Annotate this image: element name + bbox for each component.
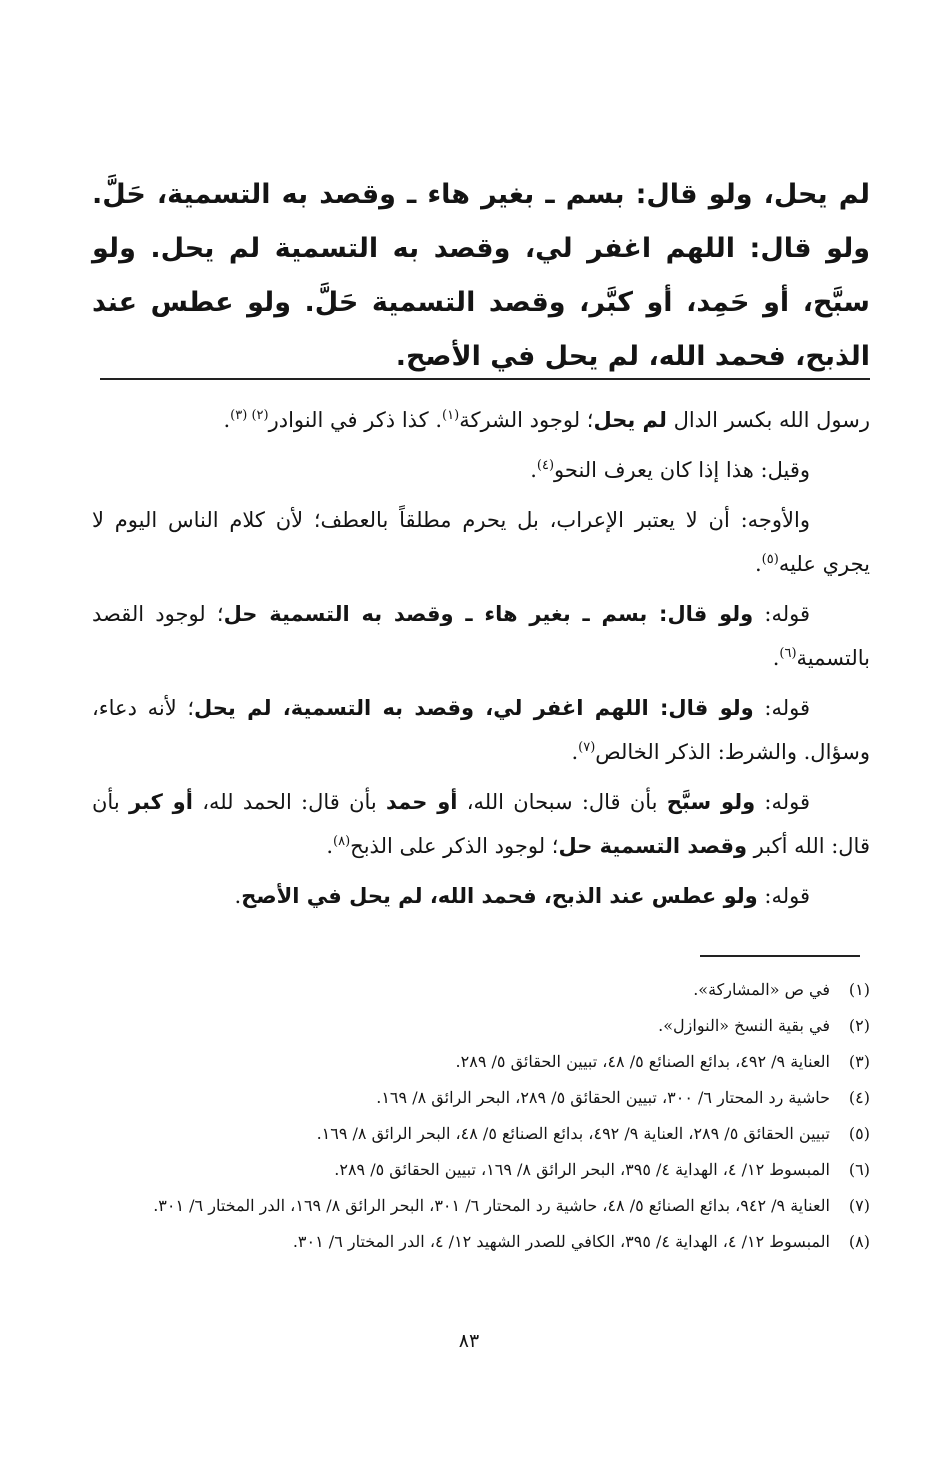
- footnote-number: (٨): [848, 1232, 870, 1251]
- commentary-paragraph-2: وقيل: هذا إذا كان يعرف النحو$^{(٤)}$.: [530, 458, 810, 482]
- commentary-paragraph-3: والأوجه: أن لا يعتبر الإعراب، بل يحرم مطلقاً بالعطف؛ لأن كلام الناس اليوم لا يجري عليه$^{(٥)}$.: [92, 508, 870, 576]
- footnote-ref[interactable]: (١): [442, 408, 460, 423]
- footnote-item: [92, 972, 870, 1008]
- footnote-number: (٢): [848, 1016, 870, 1035]
- commentary-paragraph-1: رسول الله بكسر الدال لم يحل؛ لوجود الشركة$^{(١)}$. كذا ذكر في النوادر$^{(٢) (٣)}$.: [223, 408, 870, 432]
- commentary-paragraph-7: قوله: ولو عطس عند الذبح، فحمد الله، لم يحل في الأصح.: [234, 884, 810, 908]
- footnote-item: [92, 1188, 870, 1224]
- commentary-paragraph-4: قوله: ولو قال: بسم ـ بغير هاء ـ وقصد به التسمية حل؛ لوجود القصد بالتسمية$^{(٦)}$.: [92, 602, 870, 670]
- footnote-number: (٣): [848, 1052, 870, 1071]
- footnote-text: العناية ٩/ ٩٤٢، بدائع الصنائع ٥/ ٤٨، حاشية رد المحتار ٦/ ٣٠١، البحر الرائق ٨/ ١٦٩، الدر المختار ٦/ ٣٠١.: [153, 1196, 830, 1215]
- footnote-ref[interactable]: (٦): [779, 646, 797, 661]
- footnote-item: [92, 1152, 870, 1188]
- footnote-text: تبيين الحقائق ٥/ ٢٨٩، العناية ٩/ ٤٩٢، بدائع الصنائع ٥/ ٤٨، البحر الرائق ٨/ ١٦٩.: [316, 1124, 830, 1143]
- footnote-item: [92, 1008, 870, 1044]
- footnote-text: المبسوط ١٢/ ٤، الهداية ٤/ ٣٩٥، الكافي للصدر الشهيد ١٢/ ٤، الدر المختار ٦/ ٣٠١.: [292, 1232, 830, 1251]
- footnote-text: حاشية رد المحتار ٦/ ٣٠٠، تبيين الحقائق ٥/ ٢٨٩، البحر الرائق ٨/ ١٦٩.: [376, 1088, 830, 1107]
- footnote-text: في بقية النسخ «النوازل».: [658, 1016, 830, 1035]
- main-text: لم يحل، ولو قال: بسم ـ بغير هاء ـ وقصد به التسمية، حَلَّ. ولو قال: اللهم اغفر لي، وقصد به التسمية لم يحل. ولو سبَّح، أو حَمِد، أو كبَّر، وقصد التسمية حَلَّ. ولو عطس عند الذبح، فحمد الله، لم يحل في الأصح.: [92, 179, 870, 372]
- footnote-ref[interactable]: (٧): [578, 740, 596, 755]
- page-number: ٨٣: [458, 1330, 480, 1352]
- footnote-number: (١): [848, 980, 870, 999]
- footnote-ref[interactable]: (٨): [333, 834, 351, 849]
- footnote-ref[interactable]: (٢) (٣): [230, 408, 269, 423]
- footnote-ref[interactable]: (٥): [761, 552, 779, 567]
- footnote-number: (٦): [848, 1160, 870, 1179]
- footnote-number: (٥): [848, 1124, 870, 1143]
- footnote-text: المبسوط ١٢/ ٤، الهداية ٤/ ٣٩٥، البحر الرائق ٨/ ١٦٩، تبيين الحقائق ٥/ ٢٨٩.: [334, 1160, 830, 1179]
- footnote-item: [92, 1116, 870, 1152]
- footnote-text: في ص «المشاركة».: [693, 980, 830, 999]
- footnote-item: [92, 1044, 870, 1080]
- footnote-number: (٤): [848, 1088, 870, 1107]
- footnotes: [92, 972, 870, 1260]
- footnote-item: [92, 1224, 870, 1260]
- footnote-text: العناية ٩/ ٤٩٢، بدائع الصنائع ٥/ ٤٨، تبيين الحقائق ٥/ ٢٨٩.: [455, 1052, 830, 1071]
- footnote-item: [92, 1080, 870, 1116]
- commentary-paragraph-6: قوله: ولو سبَّح بأن قال: سبحان الله، أو حمد بأن قال: الحمد لله، أو كبر بأن قال: الله أكبر وقصد التسمية حل؛ لوجود الذكر على الذبح$^{(٨)}$.: [92, 790, 870, 858]
- footnote-number: (٧): [848, 1196, 870, 1215]
- commentary: [92, 398, 870, 924]
- commentary-paragraph-5: قوله: ولو قال: اللهم اغفر لي، وقصد به التسمية، لم يحل؛ لأنه دعاء، وسؤال. والشرط: الذكر الخالص$^{(٧)}$.: [92, 696, 870, 764]
- footnote-separator: [700, 955, 860, 957]
- footnote-ref[interactable]: (٤): [536, 458, 555, 473]
- main-separator: [100, 378, 870, 380]
